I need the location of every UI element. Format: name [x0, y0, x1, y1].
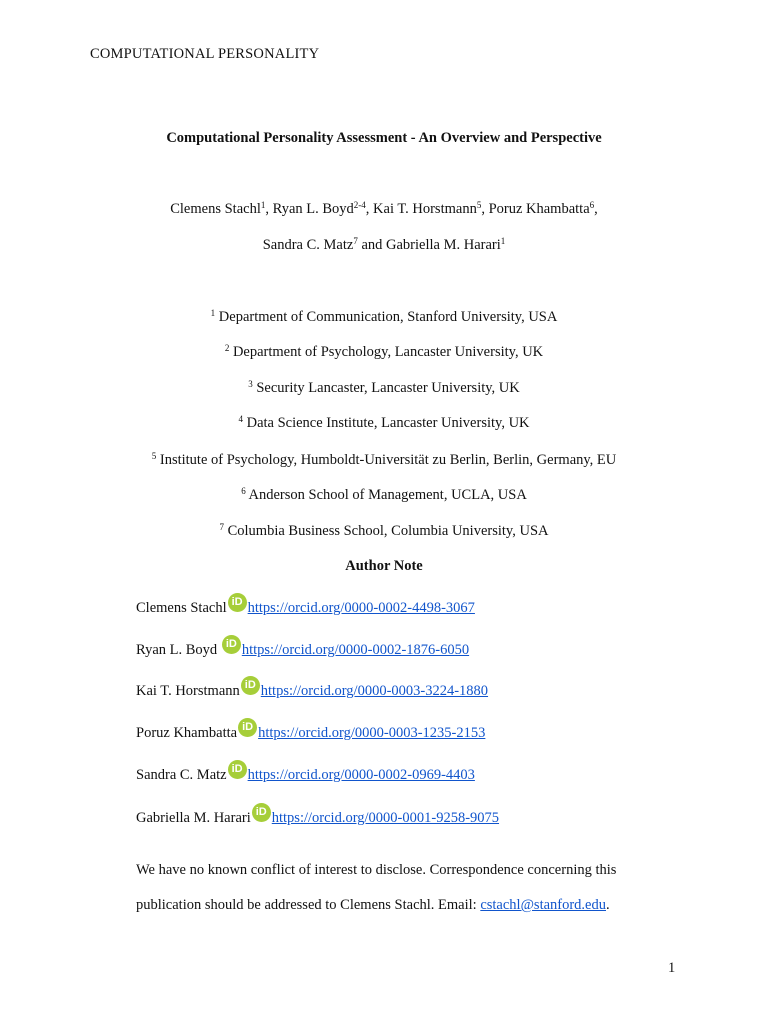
- orcid-row: [136, 808, 499, 827]
- author-name: Ryan L. Boyd: [272, 201, 354, 217]
- orcid-row: [136, 765, 475, 784]
- orcid-icon: iD: [228, 760, 247, 779]
- paper-title: Computational Personality Assessment - An Overview and Perspective: [166, 130, 602, 146]
- affiliation: $^5$ Institute of Psychology, Humboldt-Universität zu Berlin, Berlin, Germany, EU: [151, 451, 617, 468]
- orcid-link[interactable]: https://orcid.org/0000-0001-9258-9075: [271, 810, 500, 826]
- orcid-author-name: Sandra C. Matz: [136, 767, 227, 783]
- orcid-icon: iD: [222, 635, 241, 654]
- author-affiliation-sup: 1: [260, 200, 266, 210]
- orcid-author-name: Kai T. Horstmann: [136, 683, 240, 699]
- orcid-icon: iD: [228, 593, 247, 612]
- orcid-link[interactable]: https://orcid.org/0000-0002-0969-4403: [247, 767, 475, 783]
- author-name: Clemens Stachl: [170, 201, 261, 217]
- orcid-author-name: Gabriella M. Harari: [136, 810, 251, 826]
- author-affiliation-sup: 6: [589, 200, 595, 210]
- author-name: Sandra C. Matz: [262, 237, 354, 253]
- orcid-row: [136, 640, 469, 659]
- author-affiliation-sup: 2-4: [353, 200, 366, 210]
- orcid-icon: iD: [241, 676, 260, 695]
- author-note-heading: Author Note: [345, 558, 423, 574]
- orcid-row: [136, 723, 485, 742]
- affiliation: $^7$ Columbia Business School, Columbia University, USA: [219, 522, 549, 539]
- email-link[interactable]: cstachl@stanford.edu: [480, 897, 606, 913]
- author-name: Poruz Khambatta: [488, 201, 590, 217]
- affiliation: $^2$ Department of Psychology, Lancaster University, UK: [224, 343, 544, 360]
- orcid-link[interactable]: https://orcid.org/0000-0003-3224-1880: [260, 683, 489, 699]
- conflict-statement-line-1: We have no known conflict of interest to disclose. Correspondence concerning this: [136, 862, 617, 878]
- orcid-author-name: Clemens Stachl: [136, 600, 227, 616]
- affiliation: $^4$ Data Science Institute, Lancaster University, UK: [238, 414, 530, 431]
- orcid-icon: iD: [252, 803, 271, 822]
- affiliation: $^1$ Department of Communication, Stanford University, USA: [210, 308, 558, 325]
- author-affiliation-sup: 5: [476, 200, 482, 210]
- orcid-author-name: Poruz Khambatta: [136, 725, 238, 741]
- orcid-link[interactable]: https://orcid.org/0000-0002-1876-6050: [241, 642, 470, 658]
- author-name: Kai T. Horstmann: [373, 201, 477, 217]
- orcid-row: [136, 598, 475, 617]
- orcid-link[interactable]: https://orcid.org/0000-0003-1235-2153: [258, 725, 486, 741]
- orcid-row: [136, 681, 488, 700]
- author-affiliation-sup: 1: [500, 236, 506, 246]
- conflict-statement-line-2: publication should be addressed to Clemens Stachl. Email: cstachl@stanford.edu.: [136, 897, 610, 913]
- orcid-link[interactable]: https://orcid.org/0000-0002-4498-3067: [247, 600, 475, 616]
- author-name: Gabriella M. Harari: [386, 237, 501, 253]
- authors-line-1: Clemens Stachl$^1$, Ryan L. Boyd$^{2-4}$, Kai T. Horstmann$^5$, Poruz Khambatta$^6$,: [170, 200, 598, 217]
- orcid-author-name: Ryan L. Boyd: [136, 642, 218, 658]
- orcid-icon: iD: [238, 718, 257, 737]
- page-number: 1: [668, 960, 676, 976]
- affiliation: $^3$ Security Lancaster, Lancaster University, UK: [248, 379, 520, 396]
- authors-line-2: Sandra C. Matz$^7$ and Gabriella M. Harari$^1$: [262, 236, 506, 253]
- author-affiliation-sup: 7: [353, 236, 358, 246]
- running-head: COMPUTATIONAL PERSONALITY: [90, 46, 320, 62]
- affiliation: $^6$ Anderson School of Management, UCLA, USA: [241, 486, 527, 503]
